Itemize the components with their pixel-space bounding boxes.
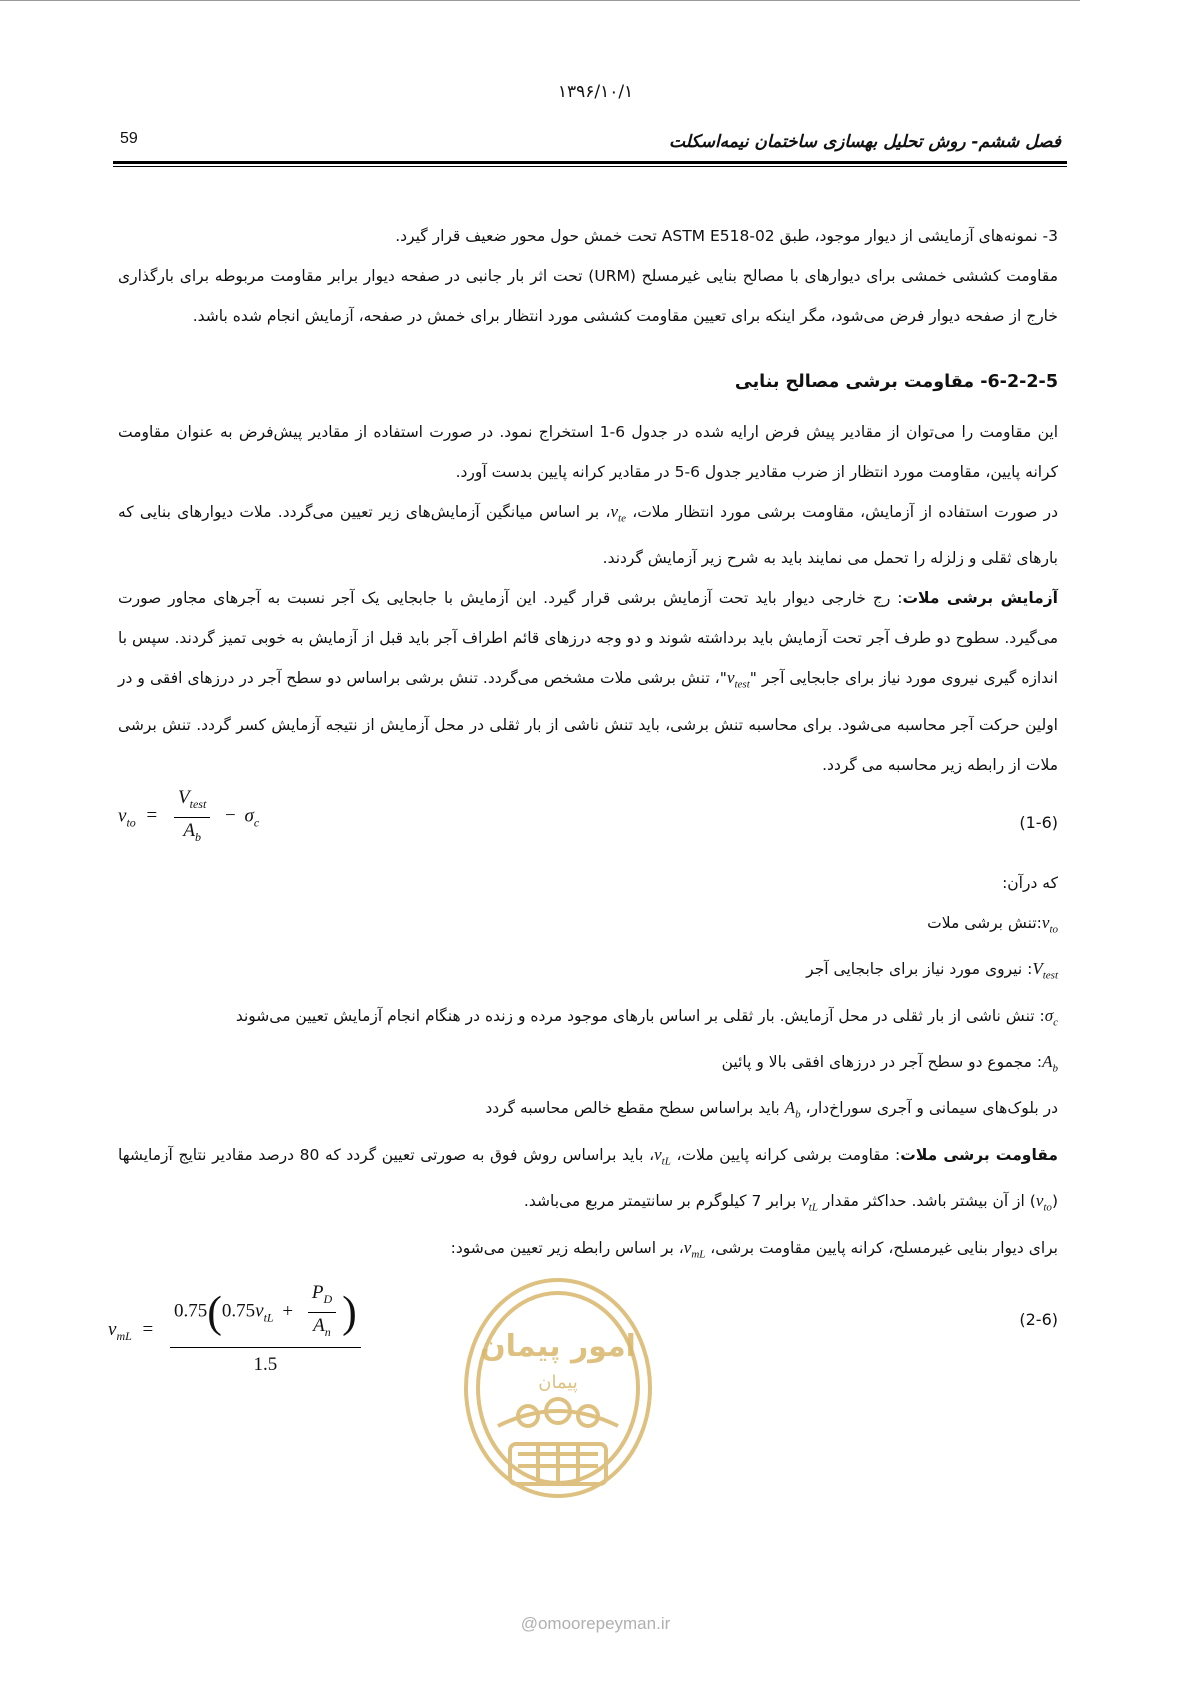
- equation-1-row: [118, 785, 1058, 863]
- shear-test-label: آزمایش برشی ملات: [902, 589, 1058, 608]
- definition-vto: $v_{to}:تنش$ برشی ملات: [927, 912, 1058, 936]
- symbol-vto: $v_{to}$: [1041, 912, 1058, 936]
- symbol-vml: $v_{mL}$: [683, 1237, 706, 1260]
- definition-sigma: $\sigma_c$: تنش ناشی از بار ثقلی در محل آزمایش. بار ثقلی بر اساس بارهای موجود مرده و زنده در هنگام انجام آزمایش تعیین می‌شوند: [235, 1005, 1058, 1028]
- p4-text-after: ، بر اساس میانگین آزمایش‌های زیر تعیین می‌گردد. ملات دیوارهای بنایی که بارهای ثقلی و زلزله را تحمل می نمایند باید به شرح زیر آزمایش گردند.: [118, 503, 1058, 568]
- paragraph-test-intro: [118, 492, 1058, 578]
- where-label: که درآن:: [1002, 873, 1058, 892]
- definition-vtest: $V_{test}$: نیروی مورد نیاز برای جابجایی آجر: [806, 959, 1058, 982]
- seal-lettering: امور پیمان: [480, 1329, 636, 1364]
- section-heading: 6-2-2-5- مقاومت برشی مصالح بنایی: [734, 372, 1058, 392]
- p4-text-before: در صورت استفاده از آزمایش، مقاومت برشی مورد انتظار ملات،: [625, 503, 1058, 521]
- seal-sub-lettering: پیمان: [538, 1372, 578, 1393]
- symbol-ab-inline: $A_b$: [784, 1098, 801, 1121]
- symbol-sigma-c: $\sigma_c$: [1044, 1005, 1058, 1028]
- p5-text-after: "، تنش برشی ملات مشخص می‌گردد. تنش برشی براساس دو سطح آجر در درزهای افقی و در اولین حرکت آجر محاسبه می‌شود. برای محاسبه تنش برشی، باید تنش ناشی از بار ثقلی در محل آزمایش از نتیجه آزمایش کسر گردد. تنش برشی ملات از رابطه زیر محاسبه می گردد.: [118, 669, 1058, 774]
- paragraph-urm-shear: برای دیوار بنایی غیرمسلح، کرانه پایین مقاومت برشی، $v_{mL}،$ بر اساس رابطه زیر تعیین می‌شود:: [450, 1237, 1058, 1260]
- equation-2-label: (2-6): [1019, 1309, 1058, 1329]
- p5-text-before: : رج خارجی دیوار باید تحت آزمایش برشی قرار گیرد. این آزمایش با جابجایی یک آجر نسبت به آجرهای مجاور صورت می‌گیرد. سطوح دو طرف آجر تحت آزمایش باید برداشته شوند و دو وجه درزهای قائم اطراف آجر باید قبل از آزمایش به خوبی تمیز گردند. سپس با اندازه گیری نیروی مورد نیاز برای جابجایی آجر ": [118, 589, 1058, 688]
- symbol-ab: $A_b$: [1042, 1051, 1058, 1075]
- paragraph-default-values: این مقاومت را می‌توان از مقادیر پیش فرض ارایه شده در جدول 6-1 استخراج نمود. در صورت استفاده از مقادیر پیش‌فرض به عنوان مقاومت کرانه پایین، مقاومت مورد انتظار از ضرب مقادیر جدول 6-5 در مقادیر کرانه پایین بدست آورد.: [118, 423, 1059, 481]
- definition-ab: $A_b$: مجموع دو سطح آجر در درزهای افقی بالا و پائین: [721, 1051, 1058, 1075]
- top-border-line: [0, 0, 1080, 1]
- equation-1-fraction: $\frac{V_{test}}{A_b}$: [174, 785, 210, 850]
- equation-2-fraction: $0.75(0.75v_{tL}$ + $\frac{P_D}{A_n}$ ) 1.5: [170, 1280, 361, 1382]
- document-date: ۱۳۹۶/۱۰/۱: [557, 82, 634, 102]
- symbol-vte: $v_{te}$: [610, 502, 626, 525]
- symbol-vtest: $v_{test}$: [726, 668, 750, 691]
- header-rule-thick: [113, 161, 1067, 164]
- equation-2: $v_{mL}$ = $0.75(0.75v_{tL}$ + $\frac{P_D}{A_n}$ ) 1.5: [108, 1280, 367, 1382]
- paragraph-hollow-blocks: در بلوک‌های سیمانی و آجری سوراخ‌دار، $A_b$ باید براساس سطح مقطع خالص محاسبه گردد: [485, 1098, 1058, 1121]
- symbol-vtl-max: $v_{tL}$: [801, 1191, 818, 1214]
- symbol-vtest-def: $V_{test}$: [1032, 959, 1058, 982]
- page-body: [108, 216, 1059, 1388]
- equation-1: $v_{to}$ = $\frac{V_{test}}{A_b}$ − $\sigma_c$: [118, 785, 259, 850]
- page-number: 59: [120, 130, 138, 147]
- paragraph-flexural-tensile: مقاومت کششی خمشی برای دیوارهای با مصالح بنایی غیرمسلح (URM) تحت اثر بار جانبی در صفحه دیوار برابر مقاومت مربوطه برای بارگذاری خارج از صفحه دیوار فرض می‌شود، مگر اینکه برای تعیین مقاومت کششی مورد انتظار برای خمش در صفحه، آزمایش انجام شده باشد.: [118, 267, 1059, 325]
- paragraph-item-3: 3- نمونه‌های آزمایشی از دیوار موجود، طبق ASTM E518-02 تحت خمش حول محور ضعیف قرار گیرد.: [395, 227, 1058, 245]
- symbol-vto-inline: $v_{to}$: [1035, 1191, 1052, 1214]
- watermark-handle: @omoorepeyman.ir: [520, 1614, 671, 1633]
- equation-2-inner-fraction: $\frac{P_D}{A_n}$: [308, 1280, 336, 1345]
- symbol-vtl: $v_{tL}$: [654, 1144, 671, 1168]
- mortar-strength-label: مقاومت برشی ملات: [900, 1145, 1059, 1164]
- equation-1-label: (1-6): [1019, 812, 1058, 832]
- paragraph-shear-test: [118, 578, 1058, 784]
- paragraph-mortar-strength: مقاومت برشی ملات: مقاومت برشی کرانه پایین ملات، $v_{tL}،$ باید براساس روش فوق به صورتی تعیین گردد که 80 درصد مقادیر نتایج آزمایشها $(v_{to})$ از آن بیشتر باشد. حداکثر مقدار $v_{tL}$ برابر 7 کیلوگرم بر سانتیمتر مربع می‌باشد.: [118, 1144, 1059, 1214]
- chapter-header-title: فصل ششم- روش تحلیل بهسازی ساختمان نیمه‌اسکلت: [668, 132, 1061, 152]
- header-rule-thin: [113, 166, 1067, 167]
- publisher-seal-watermark: [458, 1276, 658, 1506]
